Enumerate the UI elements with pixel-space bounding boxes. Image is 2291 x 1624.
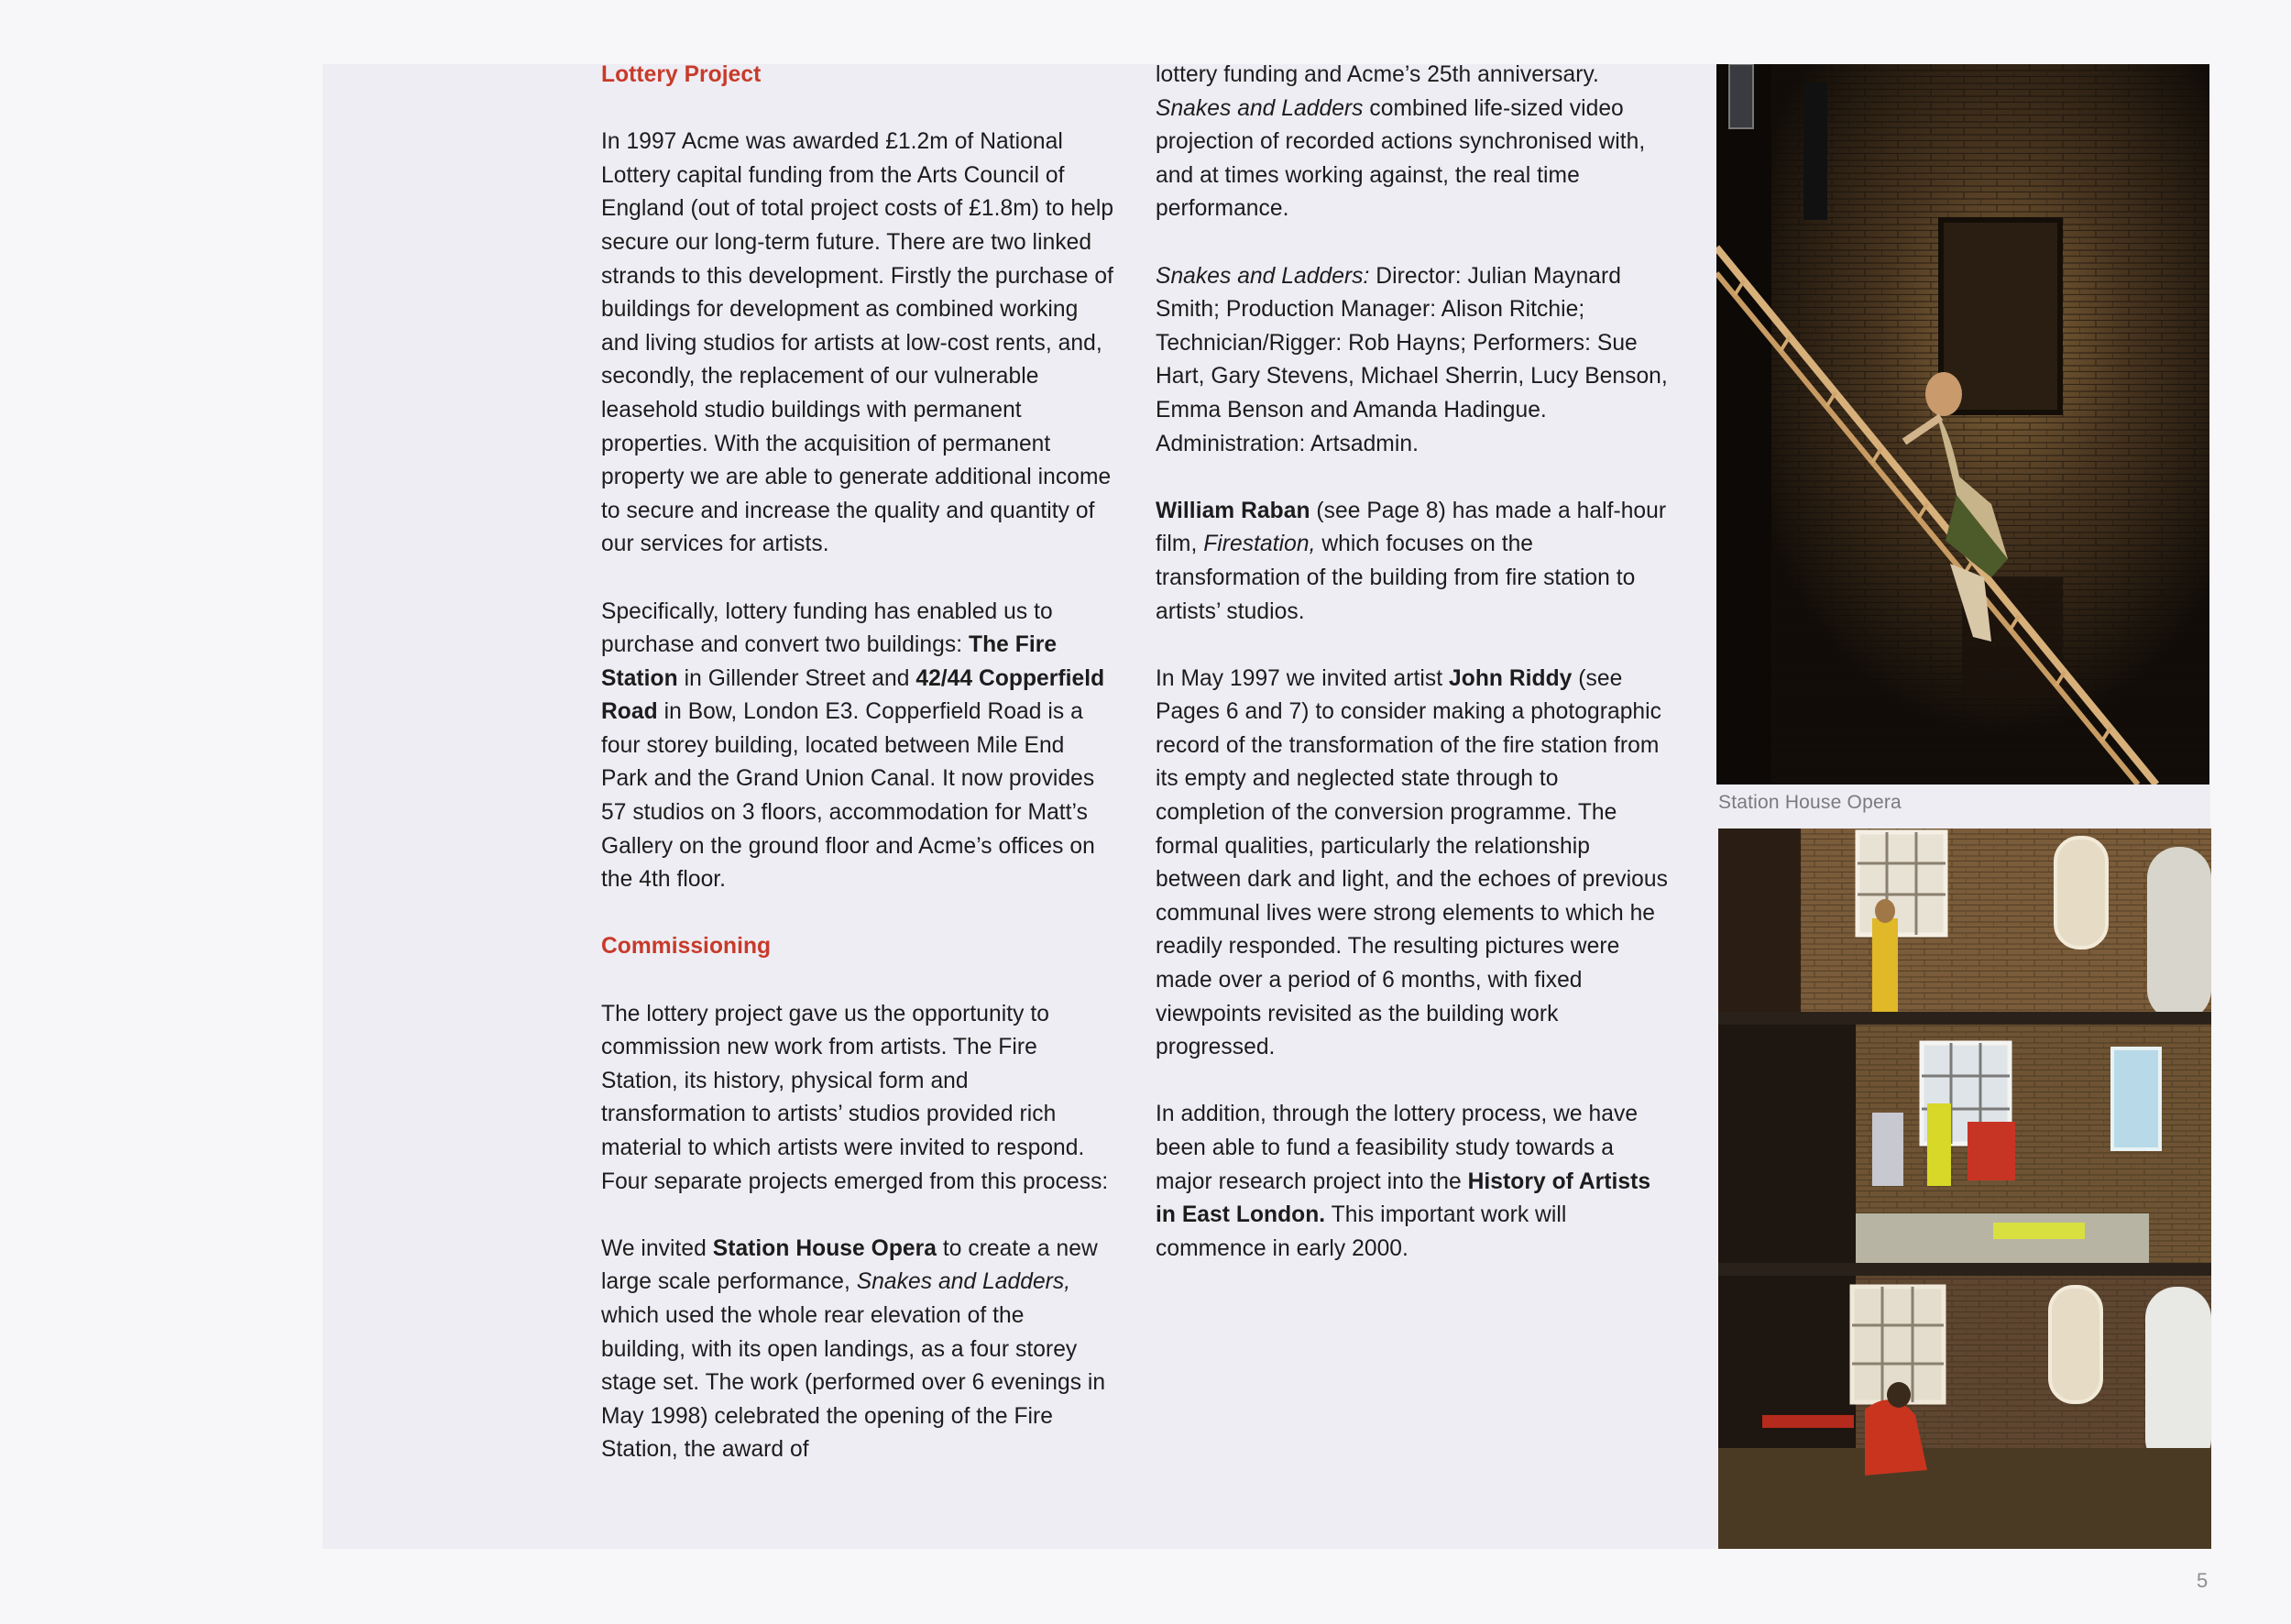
text-run: In addition, through the lottery process, we have been able to fund a feasibility study towards a major research project into the: [1156, 1102, 1639, 1194]
photo-stage-set: [1718, 828, 2211, 1549]
paragraph-funding: In 1997 Acme was awarded £1.2m of National Lottery capital funding from the Arts Council of England (out of total project costs of £1.8m) to help secure our long-term future. There are two linked strands to this development. Firstly the purchase of buildings for development as combined working and living studios for artists at low-cost rents, and, secondly, the replacement of our vulnerable leasehold studio buildings with permanent properties. With the acquisition of permanent property we are able to generate additional income to secure and increase the quality and quantity of our services for artists.: [601, 129, 1114, 557]
paragraph-credits: [1156, 260, 1669, 462]
text-run: This important work will commence in early 2000.: [1156, 1202, 1567, 1261]
heading-commissioning: Commissioning: [601, 934, 772, 960]
text-run: In May 1997 we invited artist: [1156, 665, 1450, 691]
photo-caption: Station House Opera: [1718, 792, 1902, 813]
text-run: (see Page 8) has made a half-hour film,: [1156, 498, 1667, 557]
paragraph-research: [1156, 1098, 1669, 1266]
text-run: Director: Julian Maynard Smith; Production Manager: Alison Ritchie; Technician/Rigger: Rob Hayns; Performers: Sue Hart, Gary Stevens, Michael Sherrin, Lucy Benson, Emma Benson and Amanda Hadingue. Administration: Artsadmin.: [1156, 263, 1668, 456]
stage-set-photo-image: [1718, 828, 2211, 1549]
page-number: 5: [2197, 1569, 2209, 1592]
paragraph-anniversary: [1156, 59, 1669, 226]
bold-history-of-artists: History of Artists in East London.: [1156, 1169, 1651, 1228]
text-run: which focuses on the transformation of the building from fire station to artists’ studios.: [1156, 532, 1636, 624]
bold-fire-station: The Fire Station: [601, 632, 1058, 691]
text-column-left: [601, 59, 1114, 1467]
text-run: combined life-sized video projection of recorded actions synchronised with, and at times working against, the real time performance.: [1156, 95, 1646, 222]
bold-john-riddy: John Riddy: [1449, 665, 1573, 691]
text-run: in Gillender Street and: [677, 665, 916, 691]
bold-copperfield-road: 42/44 Copperfield Road: [601, 665, 1105, 725]
text-run: which used the whole rear elevation of the building, with its open landings, as a four storey stage set. The work (performed over 6 evenings in May 1998) celebrated the opening of the Fire Station, the award of: [601, 1302, 1106, 1463]
paragraph-william-raban: [1156, 495, 1669, 629]
text-column-middle: [1156, 59, 1669, 1266]
text-run: in Bow, London E3. Copperfield Road is a four storey building, located between Mile End Park and the Grand Union Canal. It now provides 57 studios on 3 floors, accommodation for Matt’s Gallery on the ground floor and Acme’s offices on the 4th floor.: [601, 699, 1095, 893]
text-run: lottery funding and Acme’s 25th anniversary.: [1156, 62, 1599, 87]
text-run: We invited: [601, 1235, 713, 1261]
italic-firestation: Firestation,: [1203, 532, 1316, 557]
text-run: to create a new large scale performance,: [601, 1235, 1098, 1295]
italic-snakes-and-ladders: Snakes and Ladders,: [856, 1269, 1071, 1295]
bold-william-raban: William Raban: [1156, 498, 1310, 523]
italic-snakes-and-ladders: Snakes and Ladders: [1156, 95, 1364, 121]
heading-lottery-project: Lottery Project: [601, 62, 762, 87]
ladder-photo-image: [1716, 64, 2209, 785]
text-run: (see Pages 6 and 7) to consider making a photographic record of the transformation of the fire station from its empty and neglected state through to completion of the conversion programme. The formal qualities, particularly the relationship between dark and light, and the echoes of previous communal lives were strong elements to which he readily responded. The resulting pictures were made over a period of 6 months, with fixed viewpoints revisited as the building work progressed.: [1156, 665, 1668, 1060]
paragraph-john-riddy: [1156, 663, 1669, 1065]
paragraph-buildings: [601, 596, 1114, 897]
paragraph-commission: The lottery project gave us the opportunity to commission new work from artists. The Fire Station, its history, physical form and transformation to artists’ studios provided rich material to which artists were invited to respond. Four separate projects emerged from this process:: [601, 1001, 1109, 1194]
italic-snakes-and-ladders: Snakes and Ladders:: [1156, 263, 1370, 289]
paragraph-station-house-opera: [601, 1233, 1114, 1467]
text-run: Specifically, lottery funding has enabled us to purchase and convert two buildings:: [601, 598, 1053, 658]
photo-ladder-performance: [1716, 64, 2209, 785]
bold-station-house-opera: Station House Opera: [712, 1235, 937, 1261]
